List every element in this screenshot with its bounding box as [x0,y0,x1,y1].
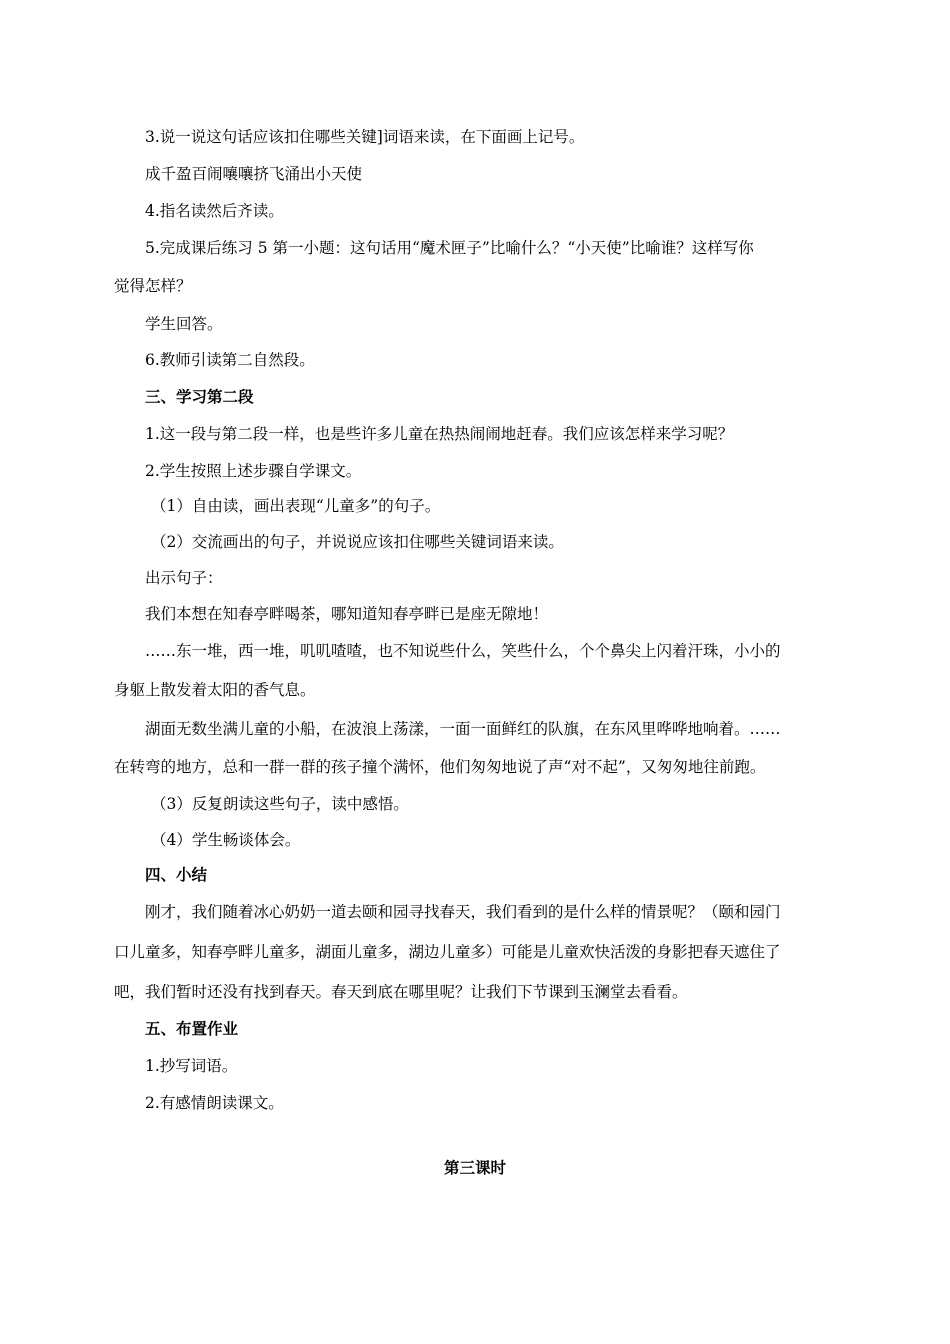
substep-4: （4）学生畅谈体会。 [151,831,301,849]
substep-1: （1）自由读，画出表现“儿童多”的句子。 [151,497,441,515]
homework-1: 1.抄写词语。 [145,1057,238,1075]
quote-line-2-continued: 身躯上散发着太阳的香气息。 [114,681,316,699]
section3-step-2: 2.学生按照上述步骤自学课文。 [145,462,362,480]
substep-2: （2）交流画出的句子，并说说应该扣住哪些关键词语来读。 [151,533,564,551]
section-heading-5: 五、布置作业 [145,1019,239,1038]
step-6-text: 6.教师引读第二自然段。 [145,351,315,369]
key-words-line: 成千盈百闹嚷嚷挤飞涌出小天使 [145,165,363,183]
homework-2: 2.有感情朗读课文。 [145,1094,284,1112]
quote-line-3: 湖面无数坐满儿童的小船，在波浪上荡漾，一面一面鲜红的队旗，在东风里哗哗地响着。…… [145,720,781,738]
section3-step-1: 1.这一段与第二段一样，也是些许多儿童在热热闹闹地赶春。我们应该怎样来学习呢？ [145,425,734,443]
section-heading-3: 三、学习第二段 [145,387,254,406]
step-5-continued: 觉得怎样？ [114,277,192,295]
summary-line-2: 口儿童多，知春亭畔儿童多，湖面儿童多，湖边儿童多）可能是儿童欢快活泼的身影把春天遮住了 [114,943,781,961]
step-3-text: 3.说一说这句话应该扣住哪些关键]词语来读，在下面画上记号。 [145,128,585,146]
summary-line-3: 吧，我们暂时还没有找到春天。春天到底在哪里呢？让我们下节课到玉澜堂去看看。 [114,983,688,1001]
substep-3: （3）反复朗读这些句子，读中感悟。 [151,795,409,813]
quote-line-1: 我们本想在知春亭畔喝茶，哪知道知春亭畔已是座无隙地！ [145,605,549,623]
quote-line-3-continued: 在转弯的地方，总和一群一群的孩子撞个满怀，他们匆匆地说了声“对不起”，又匆匆地往前跑。 [114,758,766,776]
quote-line-2: ……东一堆，西一堆，叽叽喳喳，也不知说些什么，笑些什么，个个鼻尖上闪着汗珠，小小的 [145,642,781,660]
lesson-3-title: 第三课时 [443,1158,506,1177]
student-answer-text: 学生回答。 [145,315,223,333]
summary-line-1: 刚才，我们随着冰心奶奶一道去颐和园寻找春天，我们看到的是什么样的情景呢？（颐和园门 [145,903,781,921]
step-5-text: 5.完成课后练习 5 第一小题：这句话用“魔术匣子”比喻什么？“小天使”比喻谁？这样写你 [145,239,754,257]
section-heading-4: 四、小结 [145,865,208,884]
step-4-text: 4.指名读然后齐读。 [145,202,284,220]
show-sentence-label: 出示句子： [145,569,223,587]
